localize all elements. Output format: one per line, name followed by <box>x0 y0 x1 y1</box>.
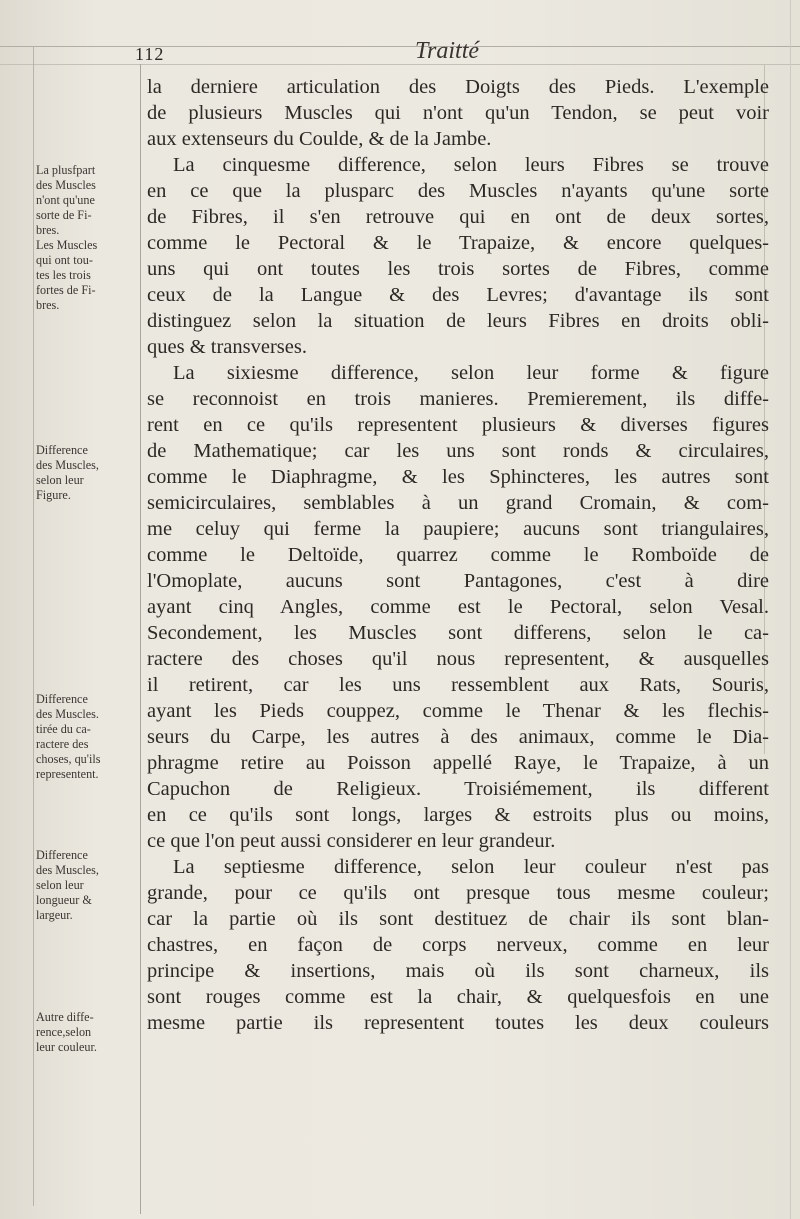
margin-note-line: Autre diffe- <box>36 1010 94 1024</box>
text-column-rule <box>140 64 141 1214</box>
margin-note-line: Figure. <box>36 488 71 502</box>
margin-note-line: Les Muscles <box>36 238 98 252</box>
margin-note-line: leur couleur. <box>36 1040 97 1054</box>
margin-note-line: bres. <box>36 298 60 312</box>
margin-note-line: choses, qu'ils <box>36 752 101 766</box>
margin-note-line: ractere des <box>36 737 89 751</box>
margin-note-character <box>36 692 140 782</box>
text-line: semicirculaires, semblables à un grand Cromain, & com- <box>147 492 769 514</box>
text-line: de Fibres, il s'en retrouve qui en ont de deux sortes, <box>147 206 769 228</box>
running-title: Traitté <box>415 38 480 64</box>
text-line: seurs du Carpe, les autres à des animaux, comme le Dia- <box>147 726 769 748</box>
text-line: distinguez selon la situation de leurs Fibres en droits obli- <box>147 310 769 332</box>
margin-note-fibres <box>36 163 140 313</box>
body-text <box>147 74 769 1036</box>
margin-note-line: tirée du ca- <box>36 722 91 736</box>
margin-note-line: des Muscles. <box>36 707 99 721</box>
page-edge-rule <box>790 0 791 1219</box>
text-line: comme le Pectoral & le Trapaize, & encore quelques- <box>147 232 769 254</box>
text-line: la derniere articulation des Doigts des Pieds. L'exemple <box>147 76 769 98</box>
text-line: sont rouges comme est la chair, & quelquesfois en une <box>147 986 769 1008</box>
margin-note-line: n'ont qu'une <box>36 193 95 207</box>
text-line: de plusieurs Muscles qui n'ont qu'un Tendon, se peut voir <box>147 102 769 124</box>
text-line: il retirent, car les uns ressemblent aux Rats, Souris, <box>147 674 769 696</box>
text-line: en ce que la plusparc des Muscles n'ayants qu'une sorte <box>147 180 769 202</box>
margin-note-colour <box>36 1010 140 1055</box>
margin-note-line: bres. <box>36 223 60 237</box>
margin-note-line: Difference <box>36 848 88 862</box>
text-line: comme le Diaphragme, & les Sphincteres, les autres sont <box>147 466 769 488</box>
text-line: ques & transverses. <box>147 336 307 358</box>
text-line: se reconnoist en trois manieres. Premierement, ils diffe- <box>147 388 769 410</box>
margin-note-line: Difference <box>36 443 88 457</box>
margin-note-line: La plusfpart <box>36 163 96 177</box>
margin-note-line: fortes de Fi- <box>36 283 96 297</box>
text-line: ayant les Pieds couppez, comme le Thenar & les flechis- <box>147 700 769 722</box>
text-line: aux extenseurs du Coulde, & de la Jambe. <box>147 128 492 150</box>
margin-note-line: largeur. <box>36 908 73 922</box>
text-line: comme le Deltoïde, quarrez comme le Romboïde de <box>147 544 769 566</box>
text-line: mesme partie ils representent toutes les deux couleurs <box>147 1012 769 1034</box>
margin-note-line: des Muscles, <box>36 863 99 877</box>
text-line: me celuy qui ferme la paupiere; aucuns sont triangulaires, <box>147 518 769 540</box>
margin-note-line: representent. <box>36 767 99 781</box>
margin-note-line: rence,selon <box>36 1025 92 1039</box>
margin-note-line: sorte de Fi- <box>36 208 92 222</box>
text-line: ractere des choses qu'il nous representent, & ausquelles <box>147 648 769 670</box>
text-line: en ce qu'ils sont longs, larges & estroits plus ou moins, <box>147 804 769 826</box>
margin-note-line: longueur & <box>36 893 92 907</box>
margin-note-line: des Muscles, <box>36 458 99 472</box>
text-line: grande, pour ce qu'ils ont presque tous mesme couleur; <box>147 882 769 904</box>
text-line: rent en ce qu'ils representent plusieurs & diverses figures <box>147 414 769 436</box>
margin-note-line: qui ont tou- <box>36 253 93 267</box>
margin-note-line: tes les trois <box>36 268 91 282</box>
margin-note-line: des Muscles <box>36 178 96 192</box>
left-margin-rule <box>33 46 34 1206</box>
margin-note-line: selon leur <box>36 878 84 892</box>
margin-note-line: Difference <box>36 692 88 706</box>
text-line: principe & insertions, mais où ils sont charneux, ils <box>147 960 769 982</box>
page-number: 112 <box>135 44 165 64</box>
text-line: car la partie où ils sont destituez de chair ils sont blan- <box>147 908 769 930</box>
text-line: phragme retire au Poisson appellé Raye, le Trapaize, à un <box>147 752 769 774</box>
text-line: ce que l'on peut aussi considerer en leur grandeur. <box>147 830 556 852</box>
text-line: Secondement, les Muscles sont differens, selon le ca- <box>147 622 769 644</box>
text-line: de Mathematique; car les uns sont ronds & circulaires, <box>147 440 769 462</box>
text-line: La septiesme difference, selon leur couleur n'est pas <box>173 856 769 878</box>
text-line: Capuchon de Religieux. Troisiémement, ils different <box>147 778 769 800</box>
text-line: chastres, en façon de corps nerveux, comme en leur <box>147 934 769 956</box>
margin-note-size <box>36 848 140 923</box>
margin-note-figure <box>36 443 140 503</box>
text-line: l'Omoplate, aucuns sont Pantagones, c'est à dire <box>147 570 769 592</box>
margin-note-line: selon leur <box>36 473 84 487</box>
text-line: ayant cinq Angles, comme est le Pectoral, selon Vesal. <box>147 596 769 618</box>
text-line: La cinquesme difference, selon leurs Fibres se trouve <box>173 154 769 176</box>
running-head <box>135 38 775 68</box>
text-line: ceux de la Langue & des Levres; d'avantage ils sont <box>147 284 769 306</box>
text-line: La sixiesme difference, selon leur forme & figure <box>173 362 769 384</box>
text-line: uns qui ont toutes les trois sortes de Fibres, comme <box>147 258 769 280</box>
